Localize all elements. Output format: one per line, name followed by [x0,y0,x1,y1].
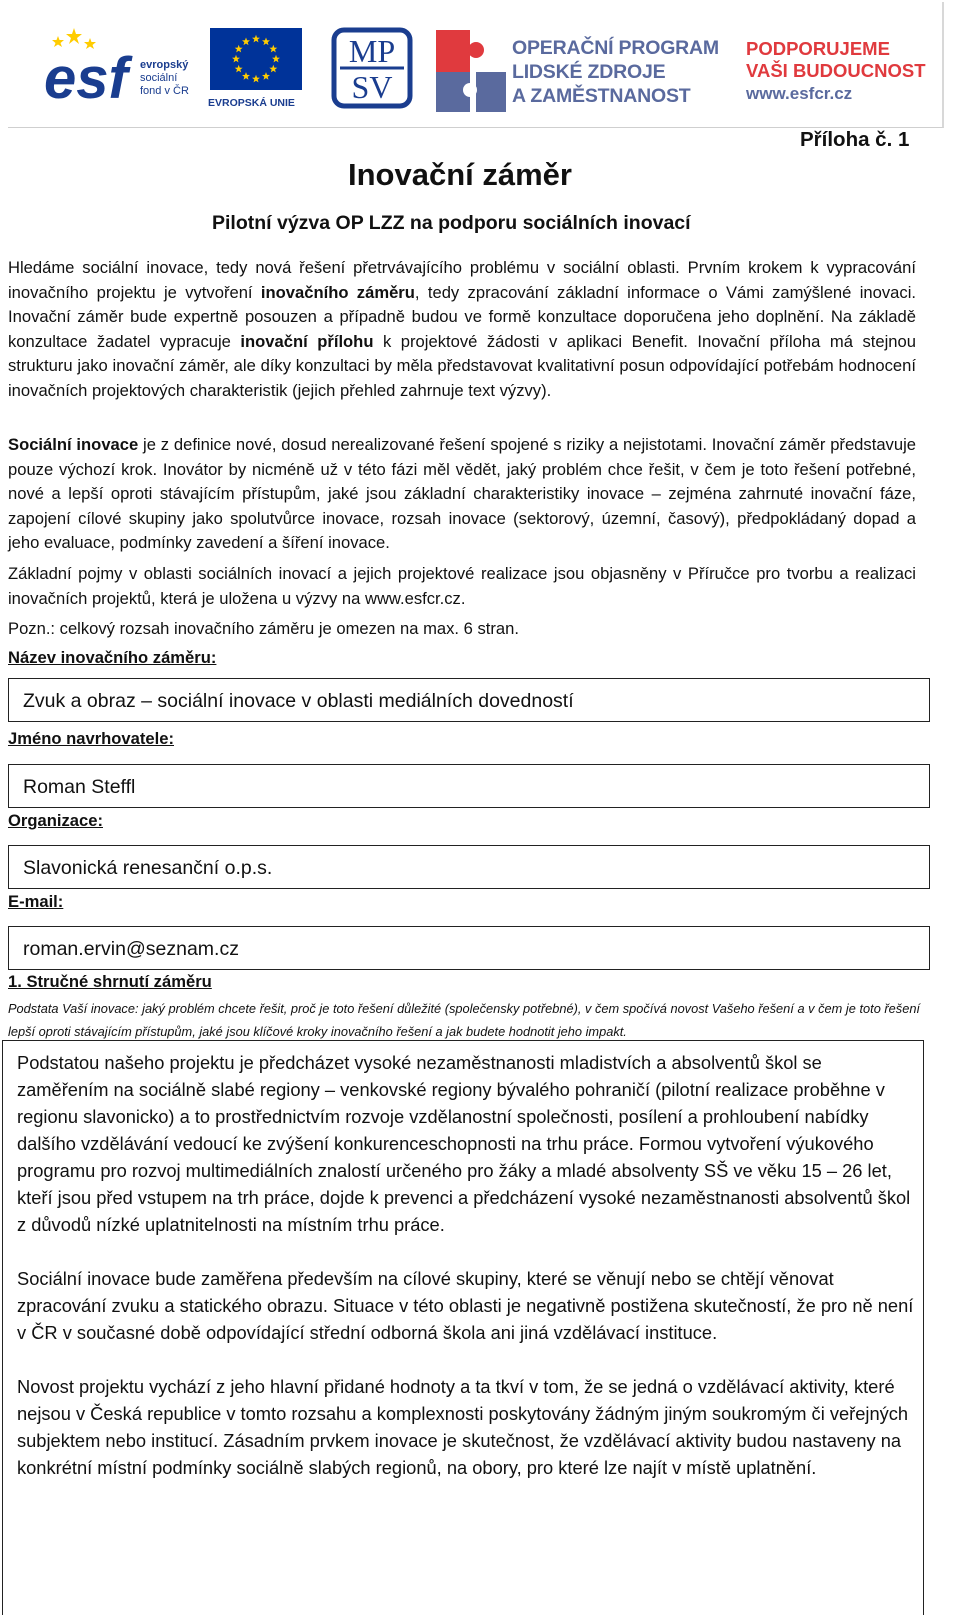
project-name-label: Název inovačního záměru: [8,648,217,667]
annex-label: Příloha č. 1 [800,128,910,151]
summary-paragraph-2: Sociální inovace bude zaměřena především na cílové skupiny, které se věnují nebo se chtějí věnovat zpracování zvuku a statického obrazu. Situace v této oblasti je negativně postižena skutečností, že pro ně není v ČR v současné době odpovídající střední odborná škola ani jiná vzdělávací instituce. [17,1268,914,1343]
summary-paragraph-1: Podstatou našeho projektu je předcházet vysoké nezaměstnanosti mladistvích a absolventů škol se zaměřením na sociálně slabé regiony – venkovské regiony bývalého pohraničí (pilotní realizace proběhne v regionu slavonicko) a to prostřednictvím rozvoje vzdělanostní společnosti, posílení a prohloubení nabídky dalšího vzdělávání vedoucí ke zvýšení konkurenceschopnosti na trhu práce. Formou vytvoření výukového programu pro rozvoj multimediálních znalostí určeného pro žáky a mladé absolventy SŠ ve věku 15 – 26 let, kteří jsou před vstupem na trh práce, dojde k prevenci a předcházení vysoké nezaměstnanosti absolventů škol z důvodů nízké uplatnitelnosti na místním trhu práce. [17,1052,911,1235]
summary-textbox[interactable] [2,1040,924,1615]
email-label: E-mail: [8,892,64,911]
program-line-3: A ZAMĚSTNANOST [512,85,691,107]
intro-paragraph-1 [8,256,916,403]
intro-p2-bold: Sociální inovace [8,435,139,454]
summary-paragraph-3: Novost projektu vychází z jeho hlavní přidané hodnoty a ta tkví v tom, že se jedná o vzdělávací aktivity, které nejsou v Česká republice v tomto rozsahu a komplexnosti poskytovány žádným jiným soukromým či veřejných subjektem nebo institucí. Zásadním prvkem inovace je skutečnost, že vzdělávací aktivity budou nastaveny na konkrétní místní podmínky sociálně slabých regionů, na obory, pro které lze najít v místě uplatnění. [17,1376,909,1478]
intro-p1-bold-a: inovačního záměru [260,282,415,302]
program-line-2: LIDSKÉ ZDROJE [512,61,666,83]
esf-logo [44,24,206,108]
intro-paragraph-2 [8,433,916,556]
intro-paragraph-3: Základní pojmy v oblasti sociálních inovací a jejich projektové realizace jsou objasněny v Příručce pro tvorbu a realizaci inovačních projektů, která je uložena u výzvy na www.esfcr.cz. [8,564,916,608]
page-subtitle: Pilotní výzva OP LZZ na podporu sociálních inovací [212,212,691,234]
slogan-url: www.esfcr.cz [746,84,853,103]
mpsv-logo [330,26,416,110]
intro-p1-text-c: k projektové žádosti v aplikaci Benefit. Inovační příloha má stejnou strukturu jako inovační záměr, ale díky konzultaci by měla představovat kvalitativní posun odpovídající potřebám hodnocení inovačních projektových charakteristik (jejich přehled zahrnuje text výzvy). [8,331,916,400]
intro-note: Pozn.: celkový rozsah inovačního záměru je omezen na max. 6 stran. [8,619,519,638]
header-banner [8,2,944,128]
program-name [512,36,719,108]
proposer-name-field[interactable]: Roman Steffl [8,764,930,808]
svg-text:MP: MP [348,33,396,69]
intro-p1-bold-b: inovační přílohu [240,331,374,351]
intro-p1-text-b: , tedy zpracování základní informace o Vámi zamýšlené inovaci. Inovační záměr bude expertně posouzen a případně budou ve formě konzultace doporučena jeho doplnění. Na základě konzultace žadatel vypracuje [8,282,916,351]
summary-hint: Podstata Vaší inovace: jaký problém chcete řešit, proč je toto řešení důležité (společensky potřebné), v čem spočívá novost Vašeho řešení a v čem je toto řešení lepší oproti stávajícím přístupům, jaké jsou klíčové kroky inovačního řešení a jak budete hodnotit jeho impakt. [8,1001,920,1039]
esf-logo-line-3: fond v ČR [140,85,189,97]
organization-label: Organizace: [8,811,103,830]
project-name-field[interactable]: Zvuk a obraz – sociální inovace v oblasti mediálních dovedností [8,678,930,722]
proposer-name-label: Jméno navrhovatele: [8,729,174,748]
slogan-line-1: PODPORUJEME [746,38,890,59]
esf-logo-line-1: evropský [140,59,189,71]
summary-heading: 1. Stručné shrnutí záměru [8,972,212,991]
svg-text:esf: esf [44,46,128,108]
svg-text:SV: SV [351,69,393,105]
eu-flag-logo [208,28,308,112]
email-field[interactable]: roman.ervin@seznam.cz [8,926,930,970]
slogan [746,38,926,106]
slogan-line-2: VAŠI BUDOUCNOST [746,60,926,81]
intro-p1-text-a: Hledáme sociální inovace, tedy nová řešení přetrvávajícího problému v sociální oblasti. Prvním krokem k vypracování inovačního projektu je vytvoření [8,258,916,302]
eu-flag-caption: EVROPSKÁ UNIE [208,97,295,109]
esf-logo-line-2: sociální [140,72,178,84]
intro-p2-text: je z definice nové, dosud nerealizované řešení spojené s riziky a nejistotami. Inovační záměr představuje pouze výchozí krok. Inovátor by nicméně už v této fázi měl vědět, jaký problém chce řešit, v čem je toto řešení potřebné, nové a lepší oproti stávajícím přístupům, jaké jsou základní charakteristiky inovace – zejména zahrnuté inovační fáze, zapojení cílové skupiny jako spolutvůrce inovace, rozsah inovace (sektorový, územní, časový), předpokládaný dopad a jeho evaluace, podmínky zavedení a šíření inovace. [8,435,916,552]
page-title: Inovační záměr [348,157,572,192]
program-line-1: OPERAČNÍ PROGRAM [512,37,719,59]
organization-field[interactable]: Slavonická renesanční o.p.s. [8,845,930,889]
